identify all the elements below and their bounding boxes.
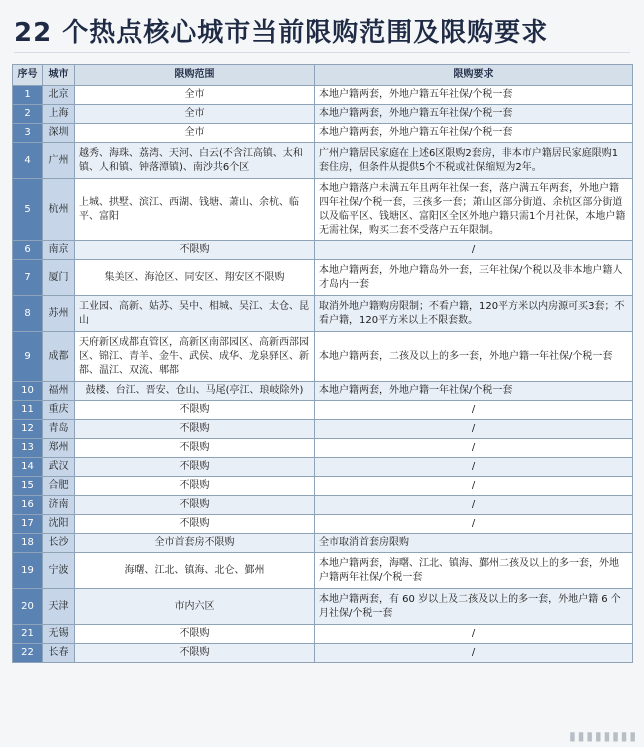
table-row	[13, 401, 633, 420]
table-row	[13, 458, 633, 477]
row-city: 杭州	[43, 179, 75, 241]
table-row	[13, 420, 633, 439]
table-row	[13, 105, 633, 124]
policy-table	[12, 64, 633, 663]
page-title: 22 个热点核心城市当前限购范围及限购要求	[14, 18, 549, 48]
row-requirement: 本地户籍两套，有 60 岁以上及二孩及以上的多一套，外地户籍 6 个月社保/个税一套	[315, 589, 633, 625]
row-index: 1	[13, 86, 43, 105]
title-divider	[14, 52, 630, 53]
row-city: 广州	[43, 143, 75, 179]
row-scope: 不限购	[75, 401, 315, 420]
row-requirement: 本地户籍两套，外地户籍五年社保/个税一套	[315, 86, 633, 105]
row-scope: 全市	[75, 124, 315, 143]
row-city: 深圳	[43, 124, 75, 143]
row-city: 长春	[43, 644, 75, 663]
header-index: 序号	[13, 65, 43, 86]
row-requirement: /	[315, 420, 633, 439]
row-requirement: 本地户籍两套，外地户籍岛外一套，三年社保/个税以及非本地户籍人才岛内一套	[315, 260, 633, 296]
row-city: 宁波	[43, 553, 75, 589]
watermark: ▮▮▮▮▮▮▮▮	[569, 729, 638, 743]
row-index: 4	[13, 143, 43, 179]
table-row	[13, 382, 633, 401]
row-index: 12	[13, 420, 43, 439]
row-requirement: 本地户籍两套，外地户籍一年社保/个税一套	[315, 382, 633, 401]
row-scope: 不限购	[75, 241, 315, 260]
table-row	[13, 625, 633, 644]
row-city: 无锡	[43, 625, 75, 644]
row-scope: 工业园、高新、姑苏、吴中、相城、吴江、太仓、昆山	[75, 296, 315, 332]
row-city: 郑州	[43, 439, 75, 458]
row-index: 10	[13, 382, 43, 401]
row-scope: 海曙、江北、镇海、北仑、鄞州	[75, 553, 315, 589]
row-requirement: /	[315, 241, 633, 260]
row-index: 17	[13, 515, 43, 534]
row-requirement: 广州户籍居民家庭在上述6区限购2套房，非本市户籍居民家庭限购1套住房，但条件从提供5个不税或社保缩短为2年。	[315, 143, 633, 179]
table-row	[13, 332, 633, 382]
row-index: 7	[13, 260, 43, 296]
row-city: 苏州	[43, 296, 75, 332]
table-row	[13, 439, 633, 458]
table-row	[13, 241, 633, 260]
row-requirement: 本地户籍两套，海曙、江北、镇海、鄞州二孩及以上的多一套，外地户籍两年社保/个税一套	[315, 553, 633, 589]
row-index: 19	[13, 553, 43, 589]
row-scope: 不限购	[75, 420, 315, 439]
row-scope: 不限购	[75, 515, 315, 534]
row-city: 重庆	[43, 401, 75, 420]
row-index: 22	[13, 644, 43, 663]
row-index: 9	[13, 332, 43, 382]
row-city: 福州	[43, 382, 75, 401]
table-row	[13, 477, 633, 496]
row-index: 16	[13, 496, 43, 515]
row-city: 上海	[43, 105, 75, 124]
table-row	[13, 86, 633, 105]
row-requirement: /	[315, 477, 633, 496]
row-index: 18	[13, 534, 43, 553]
row-requirement: 取消外地户籍购房限制；不看户籍，120平方米以内房源可买3套；不看户籍，120平方米以上不限套数。	[315, 296, 633, 332]
row-city: 长沙	[43, 534, 75, 553]
row-index: 13	[13, 439, 43, 458]
header-scope: 限购范围	[75, 65, 315, 86]
row-requirement: /	[315, 439, 633, 458]
row-scope: 不限购	[75, 439, 315, 458]
table-row	[13, 124, 633, 143]
row-scope: 全市	[75, 105, 315, 124]
row-scope: 天府新区成都直管区，高新区南部园区、高新西部园区、锦江、青羊、金牛、武侯、成华、龙泉驿区、新都、温江、双流、郫都	[75, 332, 315, 382]
row-index: 3	[13, 124, 43, 143]
row-city: 沈阳	[43, 515, 75, 534]
row-index: 6	[13, 241, 43, 260]
table-row	[13, 644, 633, 663]
header-city: 城市	[43, 65, 75, 86]
row-scope: 集美区、海沧区、同安区、翔安区不限购	[75, 260, 315, 296]
row-index: 2	[13, 105, 43, 124]
row-scope: 不限购	[75, 477, 315, 496]
row-city: 济南	[43, 496, 75, 515]
table-row	[13, 179, 633, 241]
table-row	[13, 496, 633, 515]
row-scope: 全市首套房不限购	[75, 534, 315, 553]
row-scope: 鼓楼、台江、晋安、仓山、马尾(亭江、琅岐除外)	[75, 382, 315, 401]
table-row	[13, 553, 633, 589]
table-row	[13, 296, 633, 332]
row-requirement: /	[315, 401, 633, 420]
header-requirement: 限购要求	[315, 65, 633, 86]
row-requirement: /	[315, 515, 633, 534]
row-city: 合肥	[43, 477, 75, 496]
row-scope: 不限购	[75, 625, 315, 644]
table-row	[13, 589, 633, 625]
row-scope: 上城、拱墅、滨江、西湖、钱塘、萧山、余杭、临平、富阳	[75, 179, 315, 241]
row-requirement: 本地户籍落户未满五年且两年社保一套，落户满五年两套，外地户籍四年社保/个税一套，三孩多一套；萧山区部分街道、余杭区部分街道以及临平区、钱塘区、富阳区全区外地户籍只需1个月社保，本地户籍无需社保，购买二套不受落户五年限制。	[315, 179, 633, 241]
row-scope: 不限购	[75, 458, 315, 477]
table-body	[13, 86, 633, 663]
row-index: 21	[13, 625, 43, 644]
row-scope: 不限购	[75, 644, 315, 663]
row-city: 北京	[43, 86, 75, 105]
row-city: 青岛	[43, 420, 75, 439]
table-header-row	[13, 65, 633, 86]
row-requirement: /	[315, 458, 633, 477]
row-requirement: 本地户籍两套，二孩及以上的多一套，外地户籍一年社保/个税一套	[315, 332, 633, 382]
row-requirement: /	[315, 625, 633, 644]
row-index: 5	[13, 179, 43, 241]
row-city: 厦门	[43, 260, 75, 296]
row-scope: 不限购	[75, 496, 315, 515]
table-row	[13, 260, 633, 296]
row-requirement: 全市取消首套房限购	[315, 534, 633, 553]
row-requirement: /	[315, 496, 633, 515]
row-scope: 市内六区	[75, 589, 315, 625]
row-scope: 全市	[75, 86, 315, 105]
row-index: 14	[13, 458, 43, 477]
row-scope: 越秀、海珠、荔湾、天河、白云(不含江高镇、太和镇、人和镇、钟落潭镇)、南沙共6个区	[75, 143, 315, 179]
row-city: 武汉	[43, 458, 75, 477]
row-index: 8	[13, 296, 43, 332]
table-row	[13, 534, 633, 553]
row-index: 15	[13, 477, 43, 496]
row-index: 20	[13, 589, 43, 625]
row-requirement: 本地户籍两套，外地户籍五年社保/个税一套	[315, 124, 633, 143]
row-city: 成都	[43, 332, 75, 382]
table-row	[13, 143, 633, 179]
row-city: 南京	[43, 241, 75, 260]
row-requirement: 本地户籍两套，外地户籍五年社保/个税一套	[315, 105, 633, 124]
table-row	[13, 515, 633, 534]
row-requirement: /	[315, 644, 633, 663]
row-index: 11	[13, 401, 43, 420]
row-city: 天津	[43, 589, 75, 625]
